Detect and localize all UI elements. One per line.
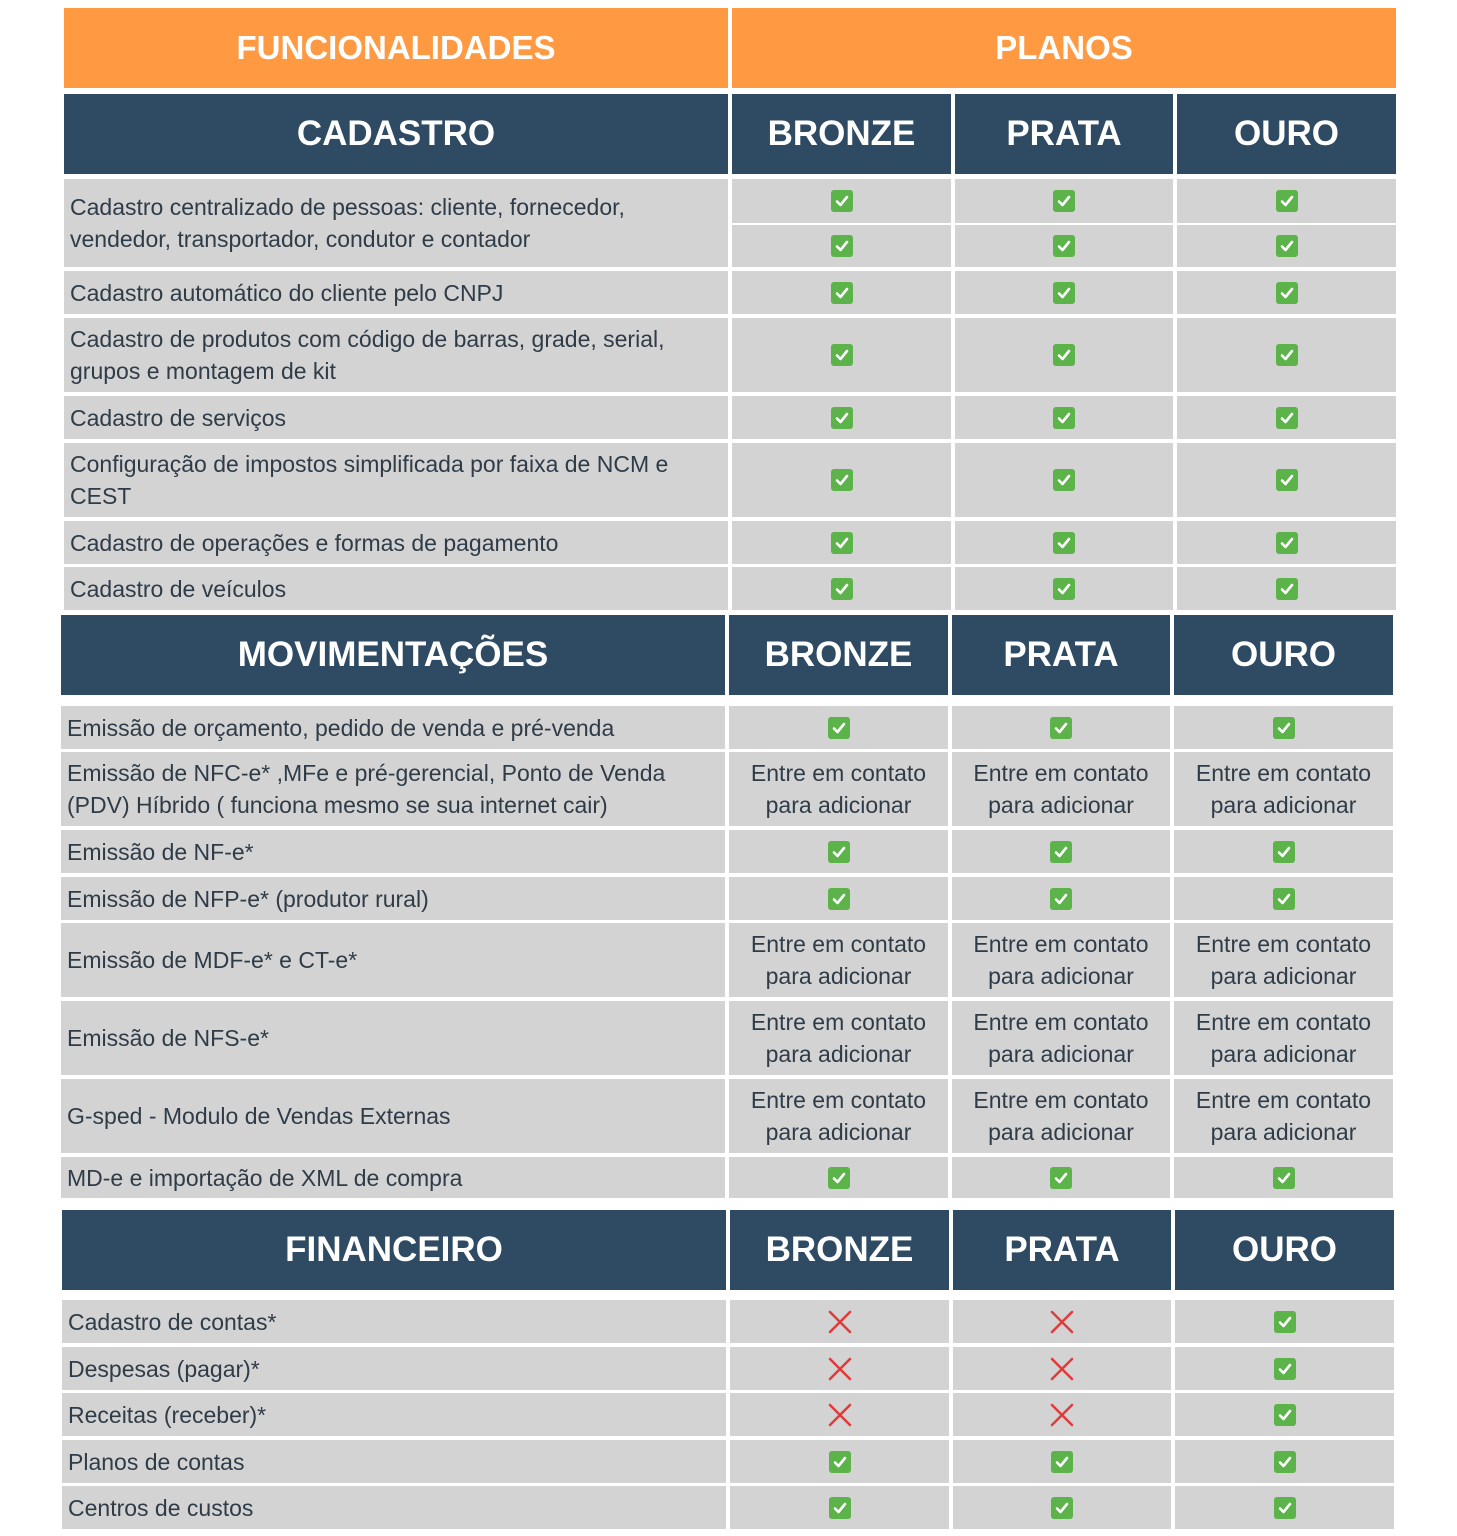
feature-label: Cadastro de serviços xyxy=(70,404,287,431)
check-icon xyxy=(1053,235,1075,257)
feature-label: Planos de contas xyxy=(68,1448,245,1475)
feature-label: Cadastro de produtos com código de barras, grade, serial, grupos e montagem de kit xyxy=(70,326,665,384)
cross-icon xyxy=(1049,1356,1075,1382)
plan-value-cell xyxy=(955,443,1173,517)
plan-value-cell xyxy=(729,1079,948,1153)
check-icon xyxy=(1276,235,1298,257)
feature-label: Cadastro centralizado de pessoas: cliente, fornecedor, vendedor, transportador, condutor e contador xyxy=(70,194,625,252)
feature-cell xyxy=(62,1347,726,1390)
check-icon xyxy=(1274,1404,1296,1426)
plan-value-cell xyxy=(1177,179,1396,223)
plan-value-cell xyxy=(729,830,948,873)
check-icon xyxy=(1053,469,1075,491)
check-icon xyxy=(831,578,853,600)
plan-header-label: BRONZE xyxy=(764,635,913,674)
contact-note: Entre em contato para adicionar xyxy=(1195,760,1372,818)
check-icon xyxy=(831,282,853,304)
check-icon xyxy=(1274,1451,1296,1473)
feature-label: Cadastro de veículos xyxy=(70,575,287,602)
check-icon xyxy=(1276,282,1298,304)
feature-cell xyxy=(64,396,728,439)
contact-note: Entre em contato para adicionar xyxy=(973,1009,1149,1067)
contact-note: Entre em contato para adicionar xyxy=(1195,931,1372,989)
plan-value-cell xyxy=(952,830,1170,873)
plan-value-cell xyxy=(1177,521,1396,564)
section-title-label: MOVIMENTAÇÕES xyxy=(237,635,549,674)
plan-value-cell xyxy=(1177,567,1396,610)
plan-value-cell xyxy=(953,1440,1171,1483)
plan-value-cell xyxy=(1177,443,1396,517)
plan-value-cell xyxy=(955,567,1173,610)
feature-cell xyxy=(64,179,728,267)
contact-note: Entre em contato para adicionar xyxy=(750,931,927,989)
check-icon xyxy=(828,888,850,910)
feature-cell xyxy=(62,1393,726,1436)
contact-note: Entre em contato para adicionar xyxy=(973,1087,1149,1145)
plan-value-cell xyxy=(955,225,1173,267)
check-icon xyxy=(1050,717,1072,739)
check-icon xyxy=(1276,578,1298,600)
plan-value-cell xyxy=(732,225,951,267)
feature-label: Emissão de NFS-e* xyxy=(67,1025,269,1051)
feature-label: G-sped - Modulo de Vendas Externas xyxy=(67,1103,451,1129)
plan-value-cell xyxy=(952,877,1170,920)
plan-value-cell xyxy=(955,271,1173,314)
feature-cell xyxy=(61,830,725,873)
header-funcionalidades-label: FUNCIONALIDADES xyxy=(236,29,556,66)
plan-value-cell xyxy=(729,752,948,826)
check-icon xyxy=(829,1497,851,1519)
feature-label: Emissão de orçamento, pedido de venda e pré-venda xyxy=(67,714,615,741)
feature-cell xyxy=(61,923,725,997)
plan-value-cell xyxy=(732,521,951,564)
check-icon xyxy=(1051,1451,1073,1473)
check-icon xyxy=(831,235,853,257)
plan-header-bronze xyxy=(732,94,951,174)
plan-value-cell xyxy=(1174,923,1393,997)
plan-value-cell xyxy=(732,318,951,392)
plan-header-label: PRATA xyxy=(1006,114,1122,153)
plan-header-ouro xyxy=(1174,615,1393,695)
plan-value-cell xyxy=(1174,1157,1393,1198)
section-title xyxy=(61,615,725,695)
plan-value-cell xyxy=(729,923,948,997)
cross-icon xyxy=(1049,1402,1075,1428)
plan-header-label: PRATA xyxy=(1004,1230,1120,1269)
plan-value-cell xyxy=(730,1486,949,1529)
check-icon xyxy=(828,841,850,863)
plan-header-ouro xyxy=(1177,94,1396,174)
plan-header-label: BRONZE xyxy=(767,114,916,153)
feature-cell xyxy=(64,271,728,314)
section-title xyxy=(62,1210,726,1290)
feature-label: Cadastro de operações e formas de pagamento xyxy=(70,529,559,556)
cross-icon xyxy=(827,1309,853,1335)
plan-header-label: OURO xyxy=(1231,635,1336,674)
check-icon xyxy=(1276,532,1298,554)
feature-label: Emissão de NFC-e* ,MFe e pré-gerencial, Ponto de Venda (PDV) Híbrido ( funciona mesmo se sua internet cair) xyxy=(67,760,666,818)
check-icon xyxy=(828,717,850,739)
header-planos xyxy=(732,8,1396,88)
check-icon xyxy=(831,344,853,366)
contact-note: Entre em contato para adicionar xyxy=(973,760,1149,818)
plan-value-cell xyxy=(1175,1486,1394,1529)
plan-value-cell xyxy=(730,1440,949,1483)
header-funcionalidades xyxy=(64,8,728,88)
check-icon xyxy=(1053,190,1075,212)
plan-header-label: BRONZE xyxy=(765,1230,914,1269)
plan-value-cell xyxy=(952,1079,1170,1153)
plan-value-cell xyxy=(732,179,951,223)
plan-header-prata xyxy=(952,615,1170,695)
plan-header-bronze xyxy=(729,615,948,695)
plan-value-cell xyxy=(955,179,1173,223)
feature-cell xyxy=(61,706,725,749)
contact-note: Entre em contato para adicionar xyxy=(750,1009,927,1067)
check-icon xyxy=(1274,1497,1296,1519)
check-icon xyxy=(831,190,853,212)
plan-value-cell xyxy=(729,706,948,749)
feature-label: Emissão de NF-e* xyxy=(67,838,254,865)
plan-value-cell xyxy=(955,318,1173,392)
feature-label: MD-e e importação de XML de compra xyxy=(67,1164,463,1191)
plan-value-cell xyxy=(1175,1300,1394,1343)
plan-value-cell xyxy=(953,1393,1171,1436)
section-title-label: CADASTRO xyxy=(296,114,496,153)
cross-icon xyxy=(827,1356,853,1382)
section-title-label: FINANCEIRO xyxy=(285,1230,503,1269)
plan-value-cell xyxy=(952,1001,1170,1075)
feature-label: Despesas (pagar)* xyxy=(68,1355,260,1382)
check-icon xyxy=(828,1167,850,1189)
plan-value-cell xyxy=(1175,1440,1394,1483)
check-icon xyxy=(1051,1497,1073,1519)
check-icon xyxy=(1273,841,1295,863)
plan-value-cell xyxy=(953,1486,1171,1529)
plan-value-cell xyxy=(953,1300,1171,1343)
feature-label: Emissão de NFP-e* (produtor rural) xyxy=(67,885,429,912)
plan-value-cell xyxy=(955,396,1173,439)
plan-value-cell xyxy=(1174,1001,1393,1075)
feature-label: Centros de custos xyxy=(68,1494,254,1521)
cross-icon xyxy=(1049,1309,1075,1335)
check-icon xyxy=(1276,344,1298,366)
feature-label: Receitas (receber)* xyxy=(68,1401,267,1428)
check-icon xyxy=(1053,344,1075,366)
plan-value-cell xyxy=(1177,225,1396,267)
plan-value-cell xyxy=(732,567,951,610)
plan-value-cell xyxy=(1174,752,1393,826)
feature-label: Emissão de MDF-e* e CT-e* xyxy=(67,947,358,973)
plan-header-label: OURO xyxy=(1234,114,1339,153)
plan-header-ouro xyxy=(1175,1210,1394,1290)
plan-value-cell xyxy=(730,1300,949,1343)
check-icon xyxy=(1053,578,1075,600)
plan-value-cell xyxy=(1175,1347,1394,1390)
feature-cell xyxy=(62,1440,726,1483)
plan-value-cell xyxy=(952,752,1170,826)
feature-cell xyxy=(64,443,728,517)
contact-note: Entre em contato para adicionar xyxy=(750,760,927,818)
plan-value-cell xyxy=(955,521,1173,564)
check-icon xyxy=(831,469,853,491)
plan-value-cell xyxy=(953,1347,1171,1390)
plan-header-label: PRATA xyxy=(1003,635,1119,674)
check-icon xyxy=(1273,717,1295,739)
plan-value-cell xyxy=(732,443,951,517)
plan-value-cell xyxy=(730,1393,949,1436)
plan-value-cell xyxy=(732,271,951,314)
check-icon xyxy=(1053,407,1075,429)
section-title xyxy=(64,94,728,174)
contact-note: Entre em contato para adicionar xyxy=(1195,1087,1372,1145)
plan-header-label: OURO xyxy=(1232,1230,1337,1269)
contact-note: Entre em contato para adicionar xyxy=(750,1087,927,1145)
plan-value-cell xyxy=(1174,830,1393,873)
check-icon xyxy=(1274,1311,1296,1333)
feature-cell xyxy=(64,521,728,564)
feature-cell xyxy=(61,752,725,826)
check-icon xyxy=(1050,1167,1072,1189)
feature-label: Cadastro automático do cliente pelo CNPJ xyxy=(70,279,504,306)
feature-cell xyxy=(61,877,725,920)
check-icon xyxy=(1050,841,1072,863)
check-icon xyxy=(1274,1358,1296,1380)
plan-header-prata xyxy=(955,94,1173,174)
plan-value-cell xyxy=(730,1347,949,1390)
plan-value-cell xyxy=(1174,877,1393,920)
feature-label: Cadastro de contas* xyxy=(68,1308,277,1335)
check-icon xyxy=(1053,282,1075,304)
check-icon xyxy=(1050,888,1072,910)
contact-note: Entre em contato para adicionar xyxy=(973,931,1149,989)
check-icon xyxy=(831,407,853,429)
plan-value-cell xyxy=(732,396,951,439)
feature-label: Configuração de impostos simplificada por faixa de NCM e CEST xyxy=(70,451,669,509)
feature-cell xyxy=(64,567,728,610)
check-icon xyxy=(1276,190,1298,212)
plan-value-cell xyxy=(1175,1393,1394,1436)
feature-cell xyxy=(61,1157,725,1198)
plan-header-bronze xyxy=(730,1210,949,1290)
feature-cell xyxy=(62,1300,726,1343)
feature-cell xyxy=(61,1001,725,1075)
plan-value-cell xyxy=(1177,318,1396,392)
plan-value-cell xyxy=(952,923,1170,997)
check-icon xyxy=(829,1451,851,1473)
check-icon xyxy=(1276,469,1298,491)
plan-value-cell xyxy=(952,706,1170,749)
feature-cell xyxy=(64,318,728,392)
plan-value-cell xyxy=(1177,396,1396,439)
header-planos-label: PLANOS xyxy=(995,29,1133,66)
check-icon xyxy=(831,532,853,554)
feature-cell xyxy=(62,1486,726,1529)
check-icon xyxy=(1276,407,1298,429)
plan-value-cell xyxy=(952,1157,1170,1198)
plan-value-cell xyxy=(1177,271,1396,314)
plan-value-cell xyxy=(729,1001,948,1075)
feature-cell xyxy=(61,1079,725,1153)
plan-value-cell xyxy=(729,1157,948,1198)
plan-header-prata xyxy=(953,1210,1171,1290)
check-icon xyxy=(1273,1167,1295,1189)
plan-value-cell xyxy=(729,877,948,920)
check-icon xyxy=(1053,532,1075,554)
plan-value-cell xyxy=(1174,706,1393,749)
cross-icon xyxy=(827,1402,853,1428)
plan-value-cell xyxy=(1174,1079,1393,1153)
check-icon xyxy=(1273,888,1295,910)
contact-note: Entre em contato para adicionar xyxy=(1195,1009,1372,1067)
